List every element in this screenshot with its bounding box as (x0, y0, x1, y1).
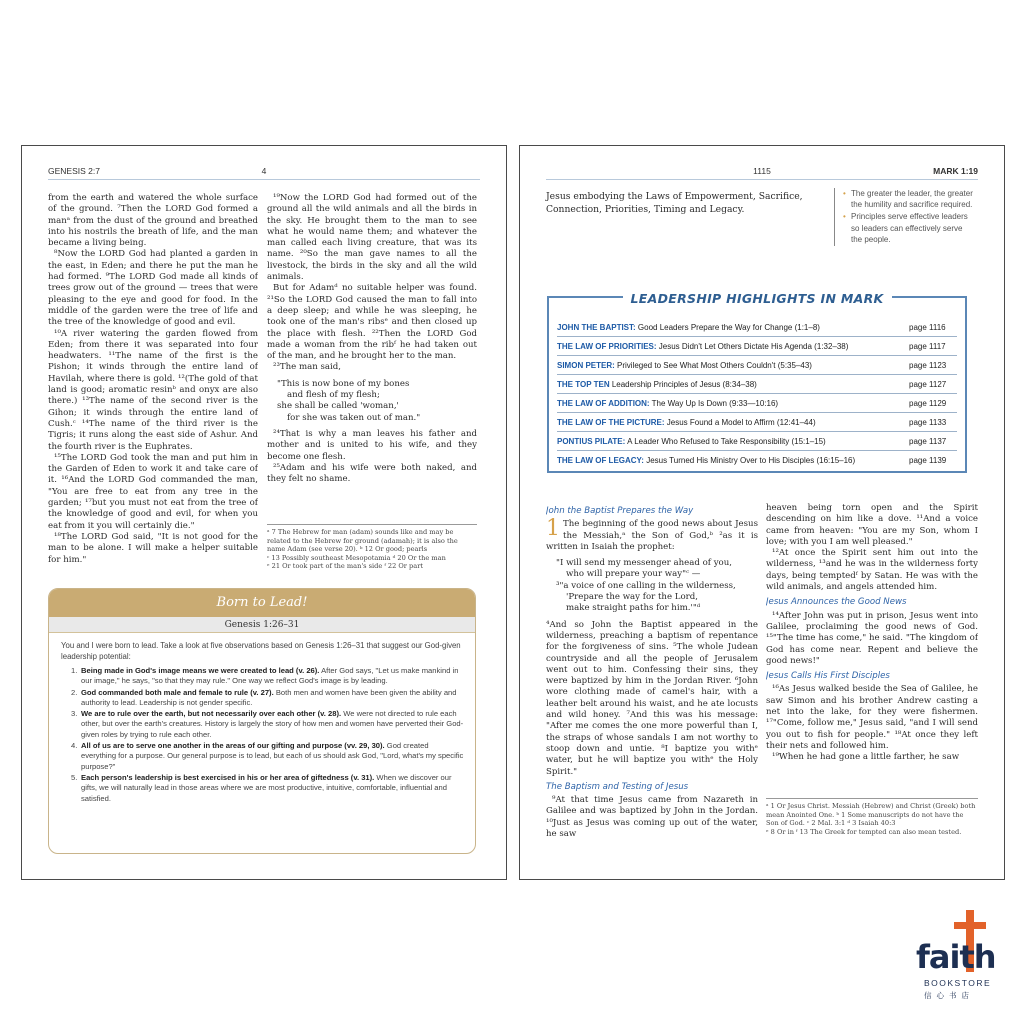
highlight-page: page 1137 (909, 437, 947, 446)
born-to-lead-list (71, 666, 465, 804)
highlight-label: JOHN THE BAPTIST: (557, 323, 636, 332)
running-header (546, 166, 978, 180)
highlight-text: Jesus Didn't Let Others Dictate His Agenda (1:32–38) (656, 342, 849, 351)
bullet-text: Principles serve effective leaders so leaders can effectively serve the people. (851, 212, 968, 244)
highlight-text: A Leader Who Refused to Take Responsibility (15:1–15) (625, 437, 826, 446)
highlight-label: THE LAW OF ADDITION: (557, 399, 650, 408)
highlights-rows (557, 318, 957, 470)
logo-subtitle: BOOKSTORE (924, 978, 992, 988)
highlight-page: page 1117 (909, 342, 946, 351)
text-column-2 (267, 193, 477, 511)
highlight-page: page 1139 (909, 456, 947, 465)
section-heading: John the Baptist Prepares the Way (546, 506, 694, 516)
paragraph: ²⁵Adam and his wife were both naked, and they felt no shame. (267, 462, 477, 485)
item-text: God created everything for a purpose. Our general purpose is to lead, but each of us should ask God, "Lord, what's my specific purpose?" (81, 741, 464, 771)
paragraph: ⁹At that time Jesus came from Nazareth in Galilee and was baptized by John in the Jordan. ¹⁰Just as Jesus was coming up out of the water, he saw (546, 795, 758, 840)
paragraph: ¹⁵The LORD God took the man and put him in the Garden of Eden to work it and take care of it. ¹⁶And the LORD God commanded the man, "You are free to eat from any tree in the garden; ¹⁷but you must not eat from the tree of the knowledge of good and evil, for when you eat from it you will certainly die." (48, 452, 258, 531)
item-number: 4. (71, 741, 78, 751)
poem-line: ³"a voice of one calling in the wilderness, (556, 580, 736, 591)
poem-line: 'Prepare the way for the Lord, (566, 592, 698, 603)
item-number: 5. (71, 772, 78, 782)
list-item (71, 741, 465, 772)
poem-line: "I will send my messenger ahead of you, (556, 558, 732, 569)
highlight-text: Jesus Found a Model to Affirm (12:41–44) (664, 418, 816, 427)
highlight-row (557, 375, 957, 394)
poem (556, 558, 758, 614)
paragraph: ¹⁰A river watering the garden flowed from Eden; from there it was separated into four headwaters. ¹¹The name of the first is the Pishon; it winds through the entire land of Havilah, where there is gold. ¹²(The gold of that land is good; aromatic resinᵇ and onyx are also there.) ¹³The name of the second river is the Gihon; it winds through the entire land of Cush.ᶜ ¹⁴The name of the third river is the Tigris; it runs along the east side of Ashur. And the fourth river is the Euphrates. (48, 328, 258, 452)
poem-line: "This is now bone of my bones (277, 378, 410, 389)
item-number: 2. (71, 687, 78, 697)
item-text: Both men and women have been given the ability and authority to lead. Leadership is not gender specific. (81, 687, 457, 707)
born-to-lead-reference: Genesis 1:26–31 (49, 617, 475, 633)
highlight-label: THE TOP TEN (557, 380, 610, 389)
highlight-text: Privileged to See What Most Others Couldn't (5:35–43) (614, 361, 812, 370)
list-item (843, 188, 974, 210)
intro-text: Jesus embodying the Laws of Empowerment, Sacrifice, Connection, Priorities, Timing and Legacy. (546, 191, 803, 215)
highlight-label: THE LAW OF PRIORITIES: (557, 342, 657, 351)
highlight-page: page 1127 (909, 380, 947, 389)
paragraph: ¹⁶As Jesus walked beside the Sea of Galilee, he saw Simon and his brother Andrew casting a net into the lake, for they were fishermen. ¹⁷"Come, follow me," Jesus said, "and I will send you out to fish for people." ¹⁸At once they left their nets and followed him. (766, 684, 978, 751)
text-column-2 (766, 503, 978, 793)
born-to-lead-intro: You and I were born to lead. Take a look at five observations based on Genesis 1:26–31 that suggest our God-given leadership potential: (61, 641, 461, 661)
paragraph: from the earth and watered the whole surface of the ground. ⁷Then the LORD God formed a manᵃ from the dust of the ground and breathed into his nostrils the breath of life, and the man became a living being. (48, 193, 258, 249)
logo-chinese: 信心书店 (924, 991, 974, 1000)
item-bold: We are to rule over the earth, but not necessarily over each other (v. 28). (81, 709, 342, 719)
paragraph-text: The beginning of the good news about Jesus the Messiah,ᵃ the Son of God,ᵇ ²as it is written in Isaiah the prophet: (546, 519, 758, 552)
paragraph: ²⁴That is why a man leaves his father and mother and is united to his wife, and they become one flesh. (267, 428, 477, 462)
item-number: 1. (71, 666, 78, 675)
highlight-label: THE LAW OF LEGACY: (557, 456, 644, 465)
item-bold: Each person's leadership is best exercised in his or her area of giftedness (v. 31). (81, 772, 375, 782)
item-text: After God says, "Let us make mankind in our image," he says, "so that they may rule." One way we reflect God's image is by leading. (81, 666, 459, 686)
right-page (519, 145, 1005, 880)
highlights-title-text: LEADERSHIP HIGHLIGHTS IN MARK (623, 291, 892, 306)
paragraph (546, 516, 758, 553)
highlight-text: Good Leaders Prepare the Way for Change (1:1–8) (635, 323, 820, 332)
footnote: ᵉ 21 Or took part of the man's side ᶠ 22 Or part (267, 562, 424, 571)
highlights-title (549, 288, 965, 307)
section-heading: Jesus Calls His First Disciples (766, 671, 890, 682)
footnotes (267, 524, 477, 571)
header-reference: MARK 1:19 (933, 166, 978, 176)
running-header (48, 166, 480, 180)
highlight-page: page 1129 (909, 399, 947, 408)
faith-bookstore-logo (910, 908, 1010, 1008)
bullet-icon: • (843, 212, 846, 222)
highlight-row (557, 356, 957, 375)
list-item (843, 211, 974, 245)
highlight-page: page 1116 (909, 323, 946, 332)
paragraph: ¹⁴After John was put in prison, Jesus went into Galilee, proclaiming the good news of God. ¹⁵"The time has come," he said. "The kingdom of God has come near. Repent and believe the good news!" (766, 610, 978, 666)
poem-line: who will prepare your way"ᶜ — (566, 569, 701, 580)
text-column-1 (48, 193, 258, 578)
text-column-1 (546, 502, 758, 857)
paragraph: ¹²At once the Spirit sent him out into the wilderness, ¹³and he was in the wilderness forty days, being temptedᶠ by Satan. He was with the wild animals, and angels attended him. (766, 548, 978, 593)
highlight-row (557, 413, 957, 432)
item-text: When we discover our gifts, we will naturally lead in those areas where we are most productive, intuitive, comfortable, influential and satisfied. (81, 772, 452, 803)
poem-line: and flesh of my flesh; (287, 390, 380, 401)
highlight-text: The Way Up Is Down (9:33—10:16) (649, 399, 779, 408)
list-item (71, 666, 465, 687)
footnote: ᵃ 1 Or Jesus Christ. Messiah (Hebrew) and Christ (Greek) both mean Anointed One. ᵇ 1 Some manuscripts do not have the Son of God. ᶜ 2 Mal. 3:1 ᵈ 3 Isaiah 40:3 (766, 802, 976, 828)
header-reference: GENESIS 2:7 (48, 166, 100, 176)
item-bold: All of us are to serve one another in the areas of our gifting and purpose (vv. 29, 30). (81, 741, 385, 751)
poem-line: for she was taken out of man." (287, 412, 421, 423)
list-item (71, 709, 465, 740)
paragraph: ⁴And so John the Baptist appeared in the wilderness, preaching a baptism of repentance for the forgiveness of sins. ⁵The whole Judean countryside and all the people of Jerusalem went out to him. Confessing their sins, they were baptized by him in the Jordan River. ⁶John wore clothing made of camel's hair, with a leather belt around his waist, and he ate locusts and wild honey. ⁷And this was his message: "After me comes the one more powerful than I, the straps of whose sandals I am not worthy to stoop down and untie. ⁸I baptize you withᵉ water, but he will baptize you withᵉ the Holy Spirit." (546, 619, 758, 777)
paragraph: ¹⁸The LORD God said, "It is not good for the man to be alone. I will make a helper suitable for him." (48, 531, 258, 565)
highlight-page: page 1123 (909, 361, 947, 370)
section-heading: Jesus Announces the Good News (766, 597, 907, 608)
poem (277, 379, 477, 424)
bullet-list (834, 188, 974, 246)
list-item (71, 773, 465, 804)
cross-icon-bar (954, 922, 986, 929)
highlight-text: Leadership Principles of Jesus (8:34–38) (609, 380, 757, 389)
item-text: We were not directed to rule each other, but over the earth's creatures. History is largely the story of how men and women have perverted their God-given roles by trying to rule each other. (81, 709, 464, 739)
highlight-label: THE LAW OF THE PICTURE: (557, 418, 665, 427)
item-bold: Being made in God's image means we were created to lead (v. 26). (81, 666, 320, 675)
paragraph: ¹⁹When he had gone a little farther, he saw (772, 752, 960, 763)
paragraph: But for Adamᵈ no suitable helper was found. ²¹So the LORD God caused the man to fall into a deep sleep; and while he was sleeping, he took one of the man's ribsᵉ and then closed up the place with flesh. ²²Then the LORD God made a woman from the ribᶠ he had taken out of the man, and he brought her to the man. (267, 283, 477, 362)
logo-wordmark: faith (916, 938, 996, 976)
highlight-row (557, 394, 957, 413)
item-bold: God commanded both male and female to rule (v. 27). (81, 687, 274, 697)
paragraph: ¹⁹Now the LORD God had formed out of the ground all the wild animals and all the birds in the sky. He brought them to the man to see what he would name them; and whatever the man called each living creature, that was its name. ²⁰So the man gave names to all the livestock, the birds in the sky and all the wild animals. (267, 193, 477, 283)
leadership-highlights-box (547, 291, 967, 473)
highlight-text: Jesus Turned His Ministry Over to His Disciples (16:15–16) (643, 456, 856, 465)
poem-line: she shall be called 'woman,' (277, 401, 399, 412)
paragraph: ²³The man said, (273, 362, 342, 373)
left-page (21, 145, 507, 880)
highlight-row (557, 337, 957, 356)
footnote: ᵃ 7 The Hebrew for man (adam) sounds like and may be related to the Hebrew for ground (adamah); it is also the name Adam (see verse 20). ᵇ 12 Or good; pearls (267, 528, 458, 554)
item-number: 3. (71, 709, 78, 719)
page-number: 4 (261, 166, 267, 176)
highlight-row (557, 432, 957, 451)
poem-line: make straight paths for him.'"ᵈ (566, 603, 701, 614)
paragraph: heaven being torn open and the Spirit descending on him like a dove. ¹¹And a voice came from heaven: "You are my Son, whom I love; with you I am well pleased." (766, 503, 978, 547)
bullet-text: The greater the leader, the greater the humility and sacrifice required. (851, 189, 973, 210)
footnotes (766, 798, 978, 836)
highlight-label: PONTIUS PILATE: (557, 437, 626, 446)
list-item (71, 688, 465, 709)
footnote: ᵉ 8 Or in ᶠ 13 The Greek for tempted can also mean tested. (766, 827, 962, 836)
born-to-lead-title: Born to Lead! (49, 589, 475, 617)
footnote: ᶜ 13 Possibly southeast Mesopotamia ᵈ 20 Or the man (267, 553, 446, 562)
section-heading: The Baptism and Testing of Jesus (546, 781, 689, 792)
highlight-row (557, 318, 957, 337)
page-number: 1115 (753, 166, 771, 176)
chapter-number: 1 (546, 516, 560, 542)
highlight-label: SIMON PETER: (557, 361, 615, 370)
highlight-row (557, 451, 957, 470)
bullet-icon: • (843, 189, 846, 198)
highlight-page: page 1133 (909, 418, 947, 427)
born-to-lead-box (48, 588, 476, 854)
paragraph: ⁸Now the LORD God had planted a garden in the east, in Eden; and there he put the man he had formed. ⁹The LORD God made all kinds of trees grow out of the ground — trees that were pleasing to the eye and good for food. In the middle of the garden were the tree of life and the tree of the knowledge of good and evil. (48, 249, 258, 328)
